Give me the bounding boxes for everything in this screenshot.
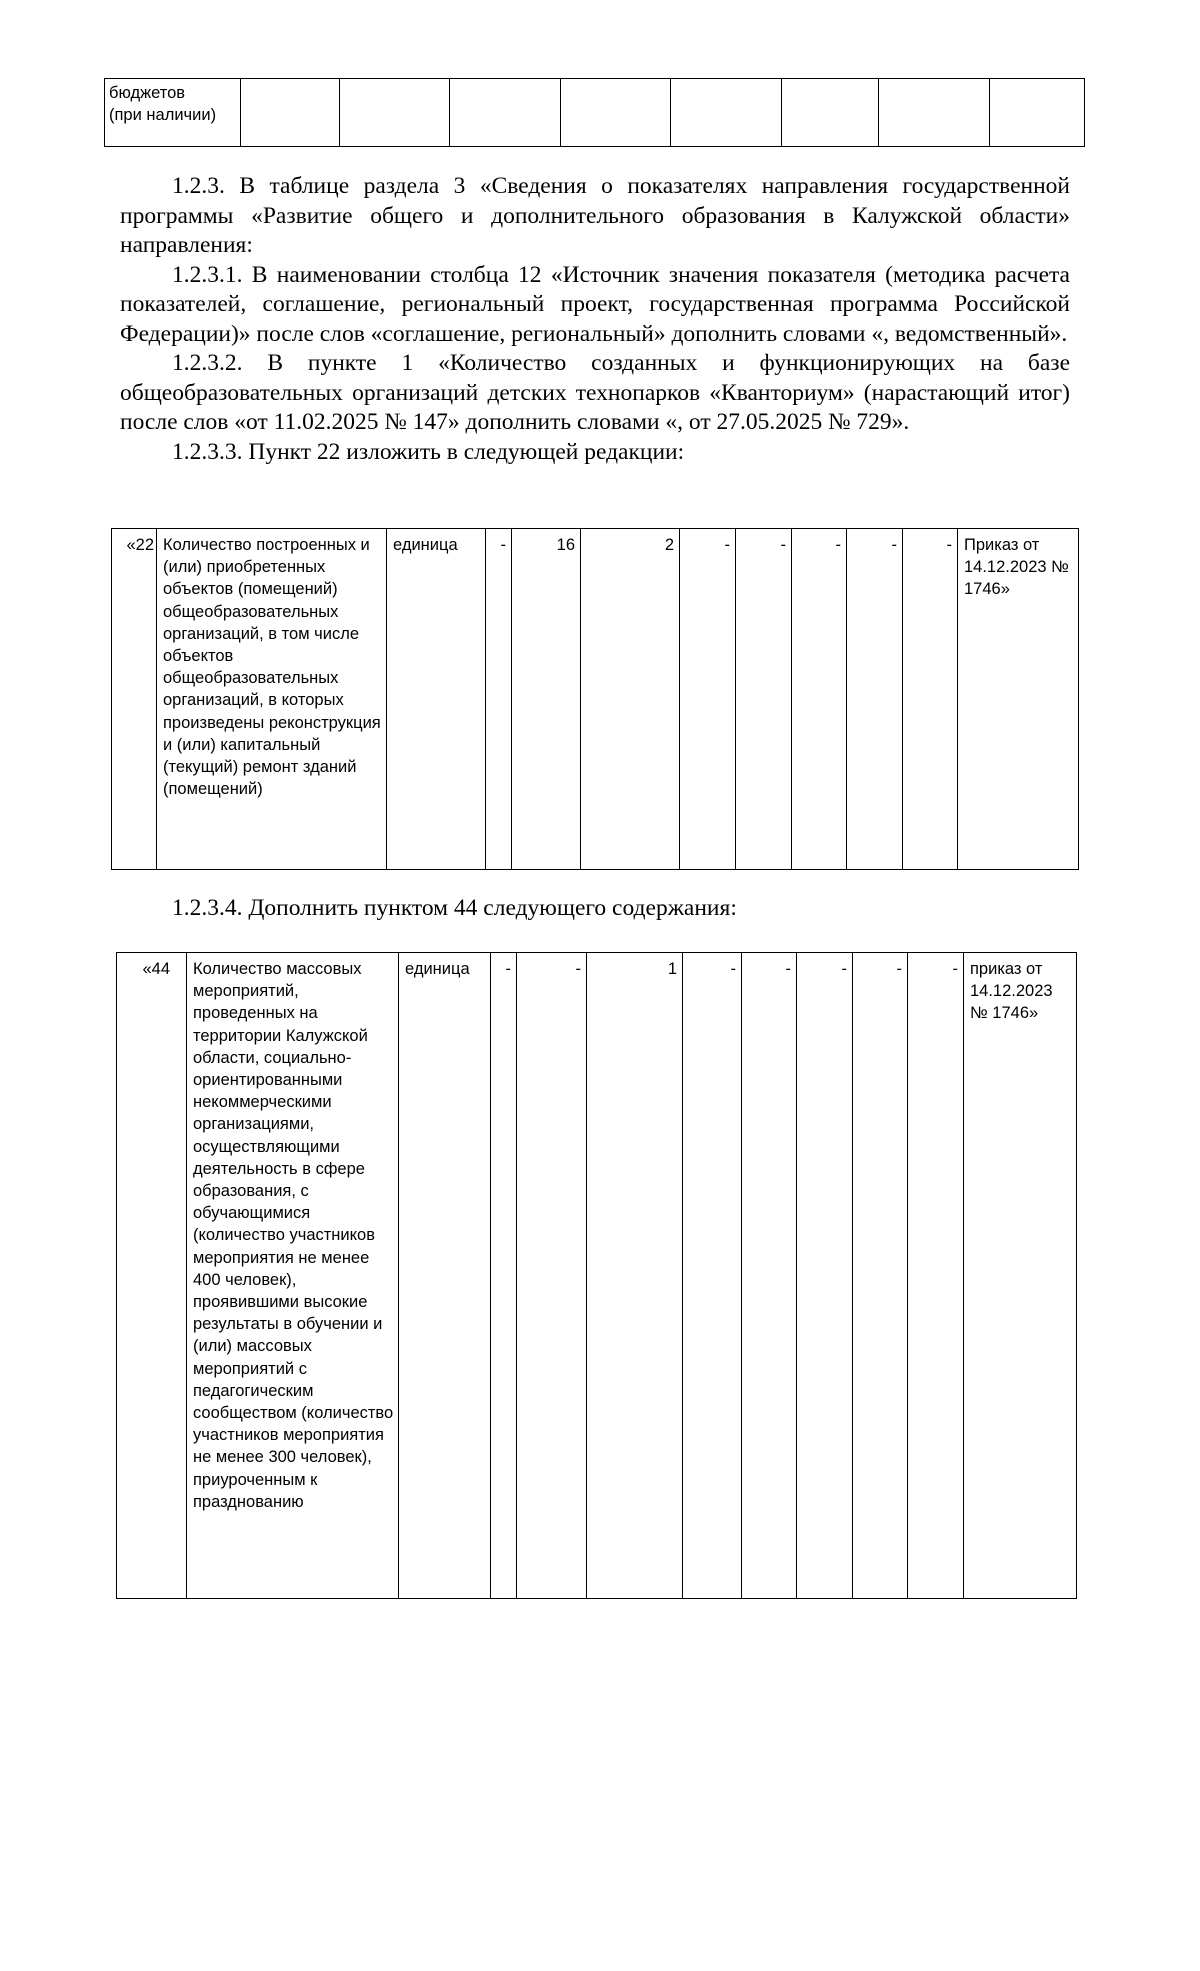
source-cell: Приказ от 14.12.2023 № 1746» [958,529,1079,870]
empty-cell [340,79,450,147]
paragraph-1-2-3: 1.2.3. В таблице раздела 3 «Сведения о показателях направления государственной программы «Развитие общего и дополнительного образования в Калужской области» направления: [120,173,1070,258]
row-index: «22 [112,529,157,870]
value-cell: - [683,953,742,1599]
value-cell: - [908,953,964,1599]
source-cell: приказ от 14.12.2023 № 1746» [964,953,1077,1599]
indicator-name: Количество построенных и (или) приобретенных объектов (помещений) общеобразовательных организаций, в том числе объектов общеобразовательных организаций, в которых произведены реконструкция и (или) капитальный (текущий) ремонт зданий (помещений) [157,529,387,870]
table-row [105,79,1085,147]
empty-cell [782,79,879,147]
value-cell: - [853,953,908,1599]
budget-label-line-2: (при наличии) [109,106,217,124]
empty-cell [671,79,782,147]
value-cell: 1 [587,953,683,1599]
section-text [120,172,1070,467]
value-cell: - [903,529,958,870]
value-cell: - [486,529,512,870]
value-cell: - [680,529,736,870]
indicator-name: Количество массовых мероприятий, проведенных на территории Калужской области, социально-ориентированными некоммерческими организациями, осуществляющими деятельность в сфере образования, с обучающимися (количество участников мероприятия не менее 400 человек), проявившими высокие результаты в обучении и (или) массовых мероприятий с педагогическим сообществом (количество участников мероприятия не менее 300 человек), приуроченным к празднованию [187,953,399,1599]
value-cell: - [742,953,797,1599]
empty-cell [990,79,1085,147]
empty-cell [450,79,561,147]
unit-cell: единица [387,529,486,870]
paragraph-1-2-3-3: 1.2.3.3. Пункт 22 изложить в следующей редакции: [172,438,685,465]
paragraph-1-2-3-1: 1.2.3.1. В наименовании столбца 12 «Источник значения показателя (методика расчета показателей, соглашение, региональный проект, государственная программа Российской Федерации)» после слов «соглашение, региональный» дополнить словами «, ведомственный». [120,261,1070,347]
value-cell: - [797,953,853,1599]
unit-cell: единица [399,953,491,1599]
value-cell: - [847,529,903,870]
empty-cell [561,79,671,147]
value-cell: 2 [581,529,680,870]
indicator-table-row-22 [111,528,1079,870]
value-cell: 16 [512,529,581,870]
table-row [112,529,1079,870]
budget-label-cell [105,79,241,147]
row-index: «44 [117,953,187,1599]
value-cell: - [792,529,847,870]
value-cell: - [491,953,517,1599]
value-cell: - [736,529,792,870]
budget-label-line-1: бюджетов [109,84,186,102]
empty-cell [241,79,340,147]
empty-cell [879,79,990,147]
value-cell: - [517,953,587,1599]
indicator-table-row-44 [116,952,1077,1599]
budget-table-fragment [104,78,1085,147]
paragraph-1-2-3-4: 1.2.3.4. Дополнить пунктом 44 следующего содержания: [172,895,737,921]
table-row [117,953,1077,1599]
paragraph-1-2-3-2: 1.2.3.2. В пункте 1 «Количество созданных и функционирующих на базе общеобразовательных организаций детских технопарков «Кванториум» (нарастающий итог) после слов «от 11.02.2025 № 147» дополнить словами «, от 27.05.2025 № 729». [120,350,1070,435]
